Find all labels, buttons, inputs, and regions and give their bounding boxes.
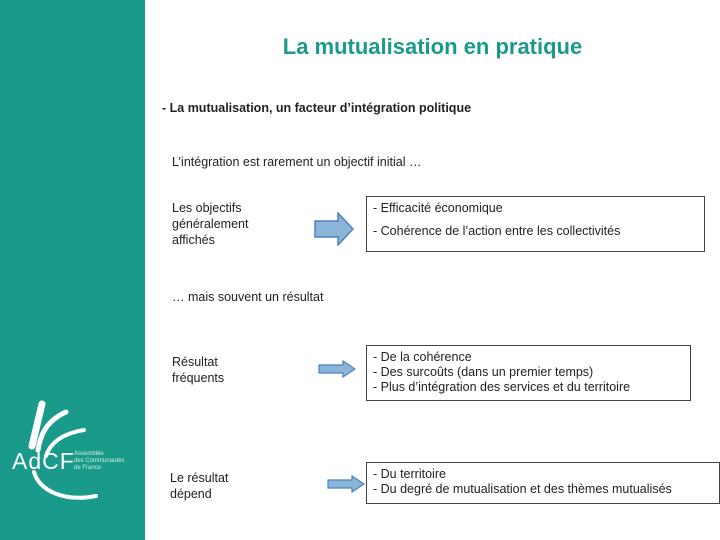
logo-wordmark: AdCF <box>12 448 75 474</box>
adcf-logo <box>4 400 142 515</box>
logo-tagline: Assemblée des Communautés de France <box>74 451 125 471</box>
section2-intro: … mais souvent un résultat <box>172 290 324 304</box>
section3-label: Le résultat dépend <box>170 471 229 501</box>
section2-label: Résultat fréquents <box>172 355 225 385</box>
section1-intro: L’intégration est rarement un objectif initial … <box>172 155 422 169</box>
section1-label: Les objectifs généralement affichés <box>172 201 249 247</box>
sidebar-band <box>0 0 145 540</box>
slide-title: La mutualisation en pratique <box>282 34 583 59</box>
section3-box: - Du territoire - Du degré de mutualisation et des thèmes mutualisés <box>366 462 720 504</box>
arrow-right-icon <box>327 475 365 493</box>
section2-box: - De la cohérence - Des surcoûts (dans un premier temps) - Plus d’intégration des services et du territoire <box>366 345 691 401</box>
arrow-right-icon <box>314 212 354 246</box>
arrow-right-icon <box>318 360 356 378</box>
section1-box: - Efficacité économique - Cohérence de l’action entre les collectivités <box>366 196 705 252</box>
slide-subtitle: - La mutualisation, un facteur d’intégration politique <box>162 101 472 115</box>
